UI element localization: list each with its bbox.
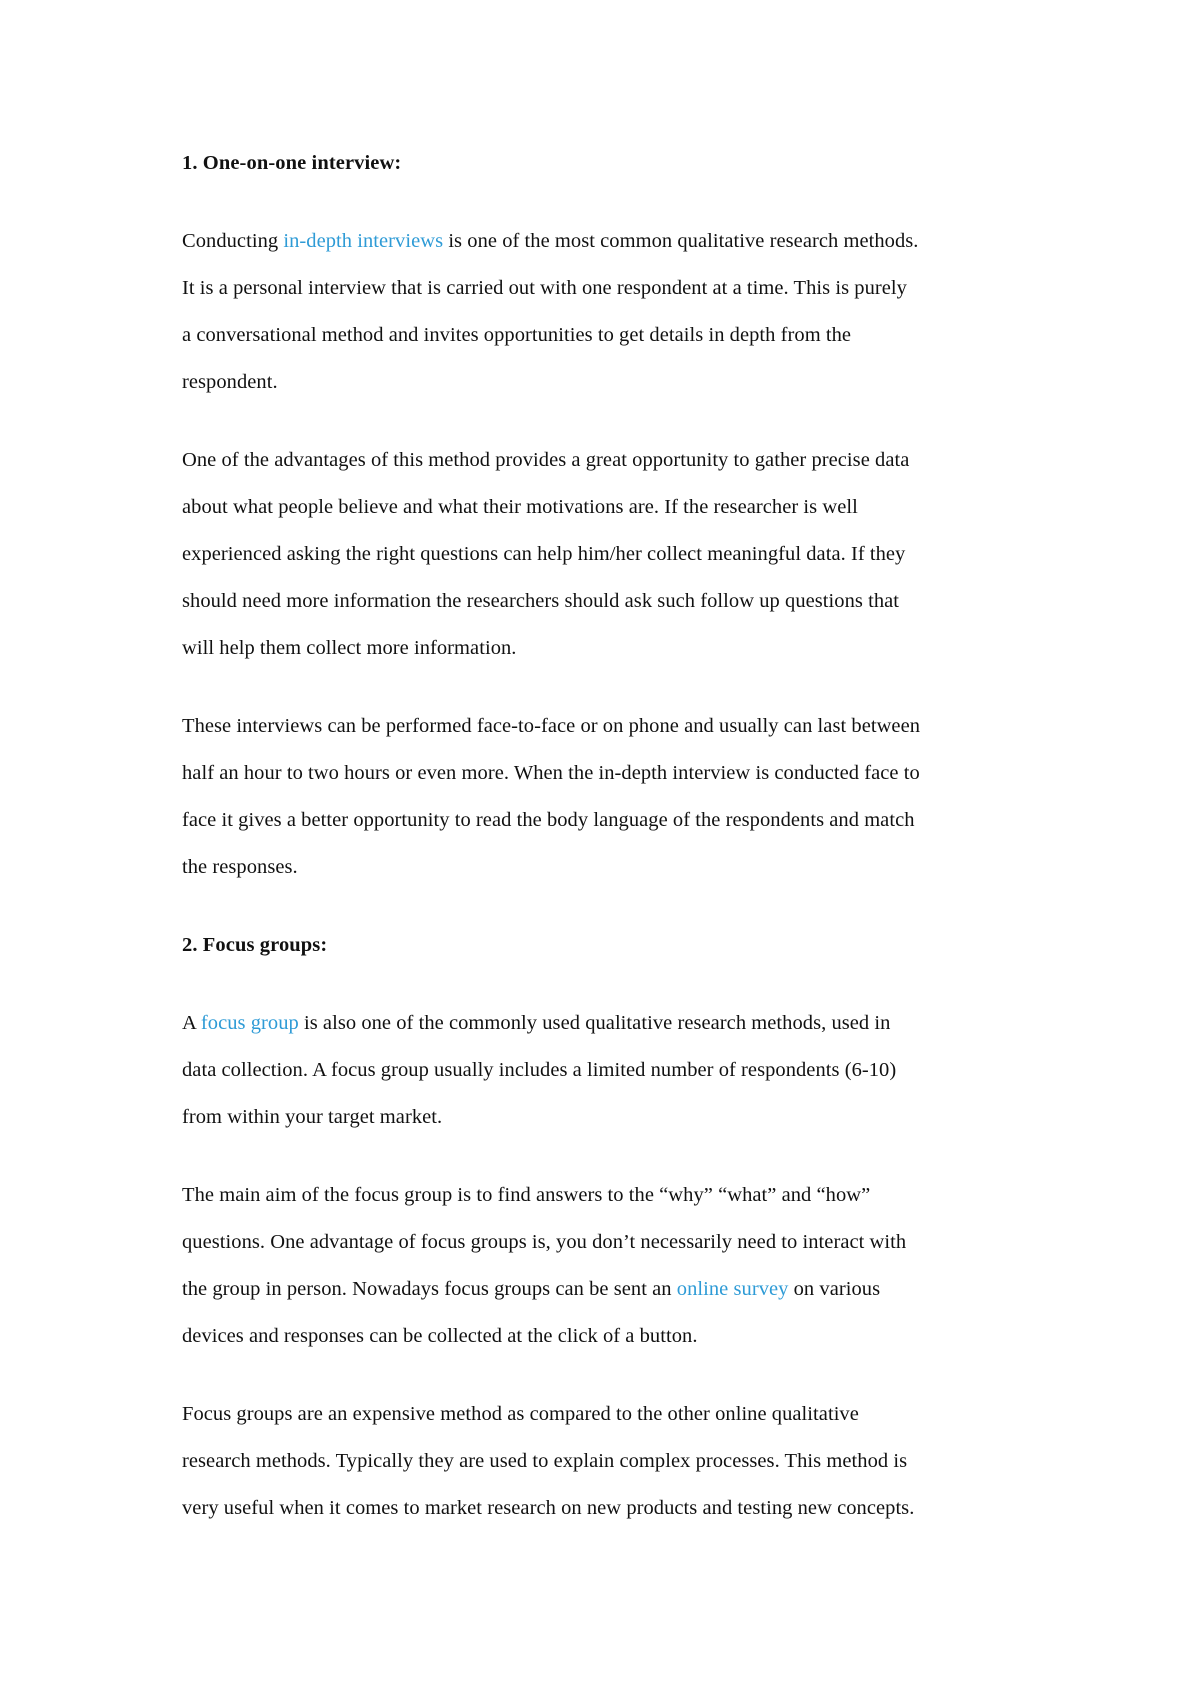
- link-in-depth-interviews[interactable]: in-depth interviews: [283, 230, 444, 252]
- paragraph-focus-group-cost: [182, 1391, 1042, 1532]
- text-line: One of the advantages of this method provides a great opportunity to gather precise data: [182, 449, 910, 471]
- text-line: [182, 1266, 1042, 1313]
- text-line: a conversational method and invites opportunities to get details in depth from the: [182, 324, 852, 346]
- text-run: is also one of the commonly used qualitative research methods, used in: [298, 1012, 891, 1034]
- text-line: data collection. A focus group usually includes a limited number of respondents (6-10): [182, 1059, 897, 1081]
- paragraph-spacer: [182, 969, 1042, 1000]
- text-run: A: [182, 1012, 201, 1034]
- text-line: about what people believe and what their motivations are. If the researcher is well: [182, 496, 858, 518]
- text-line: These interviews can be performed face-to-face or on phone and usually can last between: [182, 715, 921, 737]
- text-run: the group in person. Nowadays focus groups can be sent an: [182, 1278, 677, 1300]
- text-run: Conducting: [182, 230, 284, 252]
- text-line: [182, 218, 1042, 265]
- text-line: face it gives a better opportunity to read the body language of the respondents and match: [182, 809, 915, 831]
- text-line: from within your target market.: [182, 1106, 443, 1128]
- text-line: will help them collect more information.: [182, 637, 517, 659]
- paragraph-spacer: [182, 187, 1042, 218]
- text-line: very useful when it comes to market research on new products and testing new concepts.: [182, 1497, 915, 1519]
- text-line: respondent.: [182, 371, 278, 393]
- paragraph-focus-group-aim: [182, 1172, 1042, 1360]
- paragraph-spacer: [182, 672, 1042, 703]
- text-line: The main aim of the focus group is to find answers to the “why” “what” and “how”: [182, 1184, 871, 1206]
- text-run: is one of the most common qualitative research methods.: [443, 230, 919, 252]
- text-line: devices and responses can be collected at the click of a button.: [182, 1325, 698, 1347]
- text-line: It is a personal interview that is carried out with one respondent at a time. This is purely: [182, 277, 907, 299]
- document-body: [182, 140, 1042, 1532]
- paragraph-spacer: [182, 406, 1042, 437]
- paragraph-in-depth-interviews: [182, 218, 1042, 406]
- link-online-survey[interactable]: online survey: [676, 1278, 789, 1300]
- paragraph-interview-format: [182, 703, 1042, 891]
- text-line: questions. One advantage of focus groups is, you don’t necessarily need to interact with: [182, 1231, 907, 1253]
- text-line: half an hour to two hours or even more. When the in-depth interview is conducted face to: [182, 762, 920, 784]
- paragraph-spacer: [182, 1360, 1042, 1391]
- section-heading-one-on-one-interview: 1. One-on-one interview:: [182, 152, 402, 174]
- paragraph-focus-group-definition: [182, 1000, 1042, 1141]
- paragraph-spacer: [182, 891, 1042, 922]
- link-focus-group[interactable]: focus group: [200, 1012, 299, 1034]
- text-line: the responses.: [182, 856, 298, 878]
- text-line: [182, 1000, 1042, 1047]
- text-line: Focus groups are an expensive method as compared to the other online qualitative: [182, 1403, 859, 1425]
- text-line: research methods. Typically they are used to explain complex processes. This method is: [182, 1450, 908, 1472]
- text-line: experienced asking the right questions can help him/her collect meaningful data. If they: [182, 543, 906, 565]
- text-line: should need more information the researchers should ask such follow up questions that: [182, 590, 900, 612]
- paragraph-spacer: [182, 1141, 1042, 1172]
- paragraph-advantages: [182, 437, 1042, 672]
- section-heading-focus-groups: 2. Focus groups:: [182, 934, 328, 956]
- text-run: on various: [788, 1278, 881, 1300]
